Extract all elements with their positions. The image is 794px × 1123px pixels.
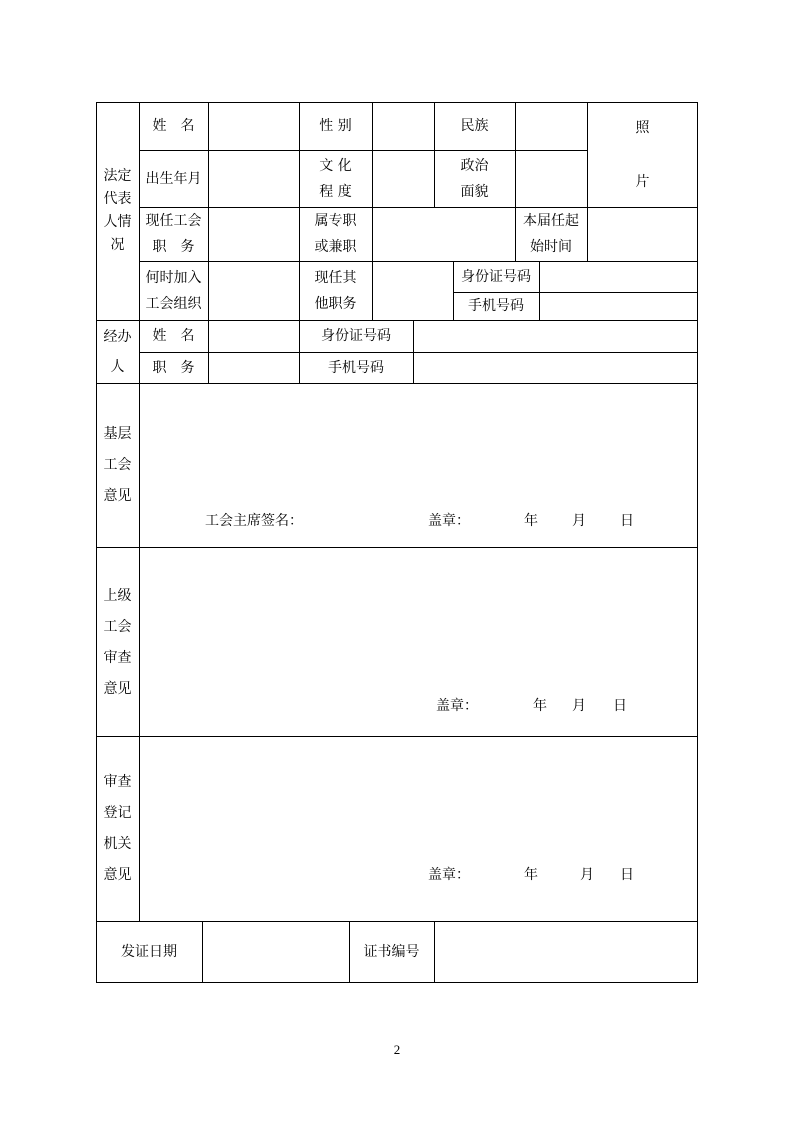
education-label: 文 化 程 度 <box>319 157 352 200</box>
fulltime-field[interactable] <box>372 207 515 261</box>
photo-label: 片 <box>635 173 650 190</box>
gender-label: 性 别 <box>319 118 352 134</box>
handler-post-field[interactable] <box>208 352 299 383</box>
chair-signature-label: 工会主席签名： <box>205 513 303 529</box>
seal-label: 盖章： <box>428 867 470 883</box>
term-start-field[interactable] <box>587 207 698 261</box>
handler-id-field[interactable] <box>413 320 698 352</box>
phone-field[interactable] <box>539 292 698 320</box>
joined-field[interactable] <box>208 261 299 320</box>
education-field[interactable] <box>372 150 434 207</box>
grassroots-section-label: 基层 工会 意见 <box>103 425 132 504</box>
issue-date-label: 发证日期 <box>121 943 177 960</box>
handler-section-label: 经办 人 <box>103 328 132 375</box>
photo-label: 照 <box>635 119 650 136</box>
phone-label: 手机号码 <box>468 298 524 314</box>
handler-id-label: 身份证号码 <box>321 328 391 344</box>
day-label: 日 <box>613 698 627 714</box>
id-label: 身份证号码 <box>461 268 531 285</box>
month-label: 月 <box>572 513 586 529</box>
day-label: 日 <box>620 867 634 883</box>
ethnicity-field[interactable] <box>515 102 587 150</box>
seal-label: 盖章： <box>428 513 470 529</box>
handler-phone-field[interactable] <box>413 352 698 383</box>
other-post-label: 现任其 他职务 <box>314 269 357 312</box>
joined-label: 何时加入 工会组织 <box>145 269 202 312</box>
current-post-field[interactable] <box>208 207 299 261</box>
registration-section-label: 审查 登记 机关 意见 <box>103 773 132 883</box>
handler-post-label: 职 务 <box>152 359 195 376</box>
month-label: 月 <box>572 698 586 714</box>
superior-section-label: 上级 工会 审查 意见 <box>103 587 132 697</box>
cert-no-field[interactable] <box>434 921 698 982</box>
id-field[interactable] <box>539 261 698 292</box>
registration-opinion-area[interactable] <box>139 736 698 921</box>
legal-rep-section-label: 法定 代表 人情 况 <box>103 168 132 253</box>
birth-label: 出生年月 <box>145 170 202 187</box>
political-field[interactable] <box>515 150 587 207</box>
handler-name-field[interactable] <box>208 320 299 352</box>
term-start-label: 本届任起 始时间 <box>523 213 579 255</box>
name-label: 姓 名 <box>152 118 195 134</box>
gender-field[interactable] <box>372 102 434 150</box>
photo-box[interactable] <box>587 102 698 207</box>
cert-no-label: 证书编号 <box>363 943 420 960</box>
birth-field[interactable] <box>208 150 299 207</box>
issue-date-field[interactable] <box>202 921 349 982</box>
name-field[interactable] <box>208 102 299 150</box>
handler-phone-label: 手机号码 <box>328 359 384 376</box>
fulltime-label: 属专职 或兼职 <box>314 213 357 255</box>
handler-name-label: 姓 名 <box>152 328 195 344</box>
page-number: 2 <box>393 1042 401 1057</box>
month-label: 月 <box>580 867 594 883</box>
year-label: 年 <box>524 513 538 529</box>
current-post-label: 现任工会 职 务 <box>145 213 202 255</box>
other-post-field[interactable] <box>372 261 453 320</box>
ethnicity-label: 民族 <box>460 118 489 134</box>
year-label: 年 <box>533 698 547 714</box>
seal-label: 盖章： <box>436 698 478 714</box>
political-label: 政治 面貌 <box>460 157 489 200</box>
day-label: 日 <box>620 513 634 529</box>
year-label: 年 <box>524 867 538 883</box>
